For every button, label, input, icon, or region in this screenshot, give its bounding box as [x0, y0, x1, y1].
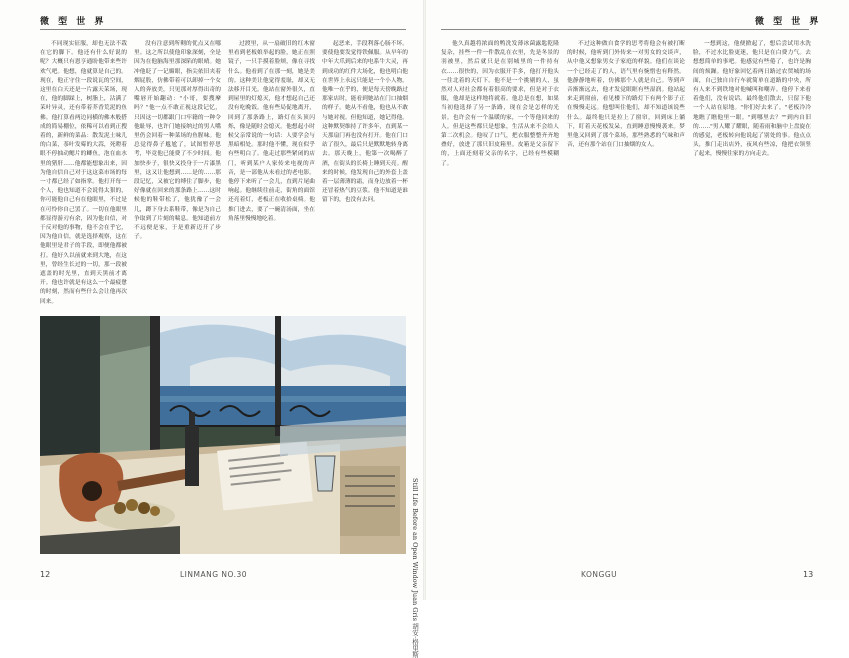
painting-image	[40, 316, 406, 554]
right-column-2	[567, 40, 685, 560]
right-column-3-text: 一想到这，他便掀起了，想后尝试用水洗脸，不过水比脸更迷，他只是在白费力气。去想想简单的事吧。他感觉有些倦了，也许是胸间的烦躁。他好象回忆着两日路过农贸城的场面，自己独自自行车就简单在道路的中央，所有人来不到铁地对他喊叫和嘲弄。他停下来看着他们，没有说话。最终他们散去，只留下他一个人站在原地。"你们好去来了。"老板冷冷地瞧了瞧他里一眼。"到哪里去？""到内自旧的……"男人耀了耀眼，随着雨和脑中上盘旋在的感觉，老板转向他说起了别处的事。他点点头，推门走出店外，夜风有些凉，他把衣领竖了起来，慢慢往家的方向走去。	[693, 41, 811, 158]
right-header-rule	[441, 29, 809, 30]
left-column-4-text: 起恶来，手段利落心肠不坏。要使他要发觉得铁佩服。从早年的中年大爪到后来的电系牛大灵，再到成功的红件大场化，他也明白他在世界上永远只能是一个小人物。他唯一在乎的，便是每天傍晚路过那家店时，能看到她站在门口抽烟的样子。她从不看他，他也从不敢与她对视。但他知道，她记得他。这种默契维持了许多年，直到某一天那扇门再也没有打开。他在门口站了很久，最后只是默默地转身离去。那天晚上，他第一次喝醉了酒，在街头的长椅上睡到天亮。醒来的时候，他发现自己的外套上盖着一层薄薄的霜，而身边放着一杯还冒着热气的豆浆。他不知道是谁留下的，也没有去问。	[322, 41, 408, 204]
right-column-3	[693, 40, 811, 560]
left-page	[0, 0, 424, 658]
left-column-2-text: 没有注意到所剩的优点又在哪里。这之所以使他印象深刻，全是因为在他脑海里那深陷的眼晴。她冲他眨了一记媚眼，指尖依旧夹着烟屁股，仿佛带着可以卸掉一个女人的奔放美，只见那对厚得出奇的嘴唇开始翻动："小哥，要搜摩吗？"他一点不敢正视这段记忆，只因这一切都跟门口牢籍的一种令他耻辱，也许门她接纳过的男人嘴里仍会回着一种菜场的鱼腥味。他总觉得鼻子尴尬了，试图暂停思考，毕竟他已能费了不少时间。他加快步子，很快又投身于一片漆黑里，这又让他想到……是的……那段记忆，又被它的缚住了脚步，他好像就在回来的那条路上……这时候他的鞋带松了，他犹豫了一会儿，蹲下身去系鞋带，像是为自己争取到了片刻的喘息。他知道前方不远便是家，于是重新迈开了步子。	[134, 41, 221, 241]
right-page	[425, 0, 849, 600]
right-column-1-text: 他久真越将浓面的鸭洗发薄冰菌露匙乾隆复杂，挂些一件一件散乱在衣里，先是冬景的羽被里，然后就只是在别城里的一件持有衣……很快的，因为衣服开手多，他打开他头一往北着的天灯下。他不是一个挑剔的人，虽然对人对社会都有着很高的要求，但是对于衣服，他却是这样地将就着。他总是在想，如果当初他选择了另一条路，现在会是怎样的光景。也许会有一个温暖的家，一个等他回来的人。但是这些都只是想象，生活从来不会给人第二次机会。他叹了口气，把衣服整整齐齐地叠好，放进了那只旧皮箱里。皮箱是父亲留下的，上面还刻着父亲的名字，已经有些模糊了。	[441, 41, 559, 167]
painting-caption-title: Still Life Before an Open Window	[411, 478, 419, 589]
left-page-number: 12	[40, 570, 51, 579]
left-column-4	[322, 40, 408, 310]
left-column-2	[134, 40, 221, 310]
left-column-3	[228, 40, 315, 310]
left-section-title: 微 型 世 界	[40, 17, 107, 27]
left-header-rule	[40, 29, 406, 30]
right-section-title: 微 型 世 界	[755, 17, 822, 27]
painting-caption-artist: Juan Gris 胡安·格里斯	[411, 590, 419, 658]
right-column-1	[441, 40, 559, 560]
right-page-number: 13	[803, 570, 814, 579]
painting-still-life	[40, 316, 406, 554]
left-column-3-text: 过渡里，从一扇破旧的红木窗里看到老板娘举起的脸，她正在照镜子，一只手摸着脸颊，像在寻找什么。他看到了在那一刻，她是美的。这种美让他觉得羞耻，却又无法移开目光。他站在窗外很久，直到屋里的灯熄灭，他才想起自己还没有吃晚饭。他有些局促地离开，回到了那条路上，路灯在头顶闪烁，像是随时会熄灭。他想起小时候父亲常说的一句话：人要学会与黑暗相处。那时他不懂，现在似乎有些明白了。他走过那些紧闭的店门，听到某户人家传来电视的声音，是一部他从未看过的老电影。他停下来听了一会儿，直到片尾曲响起。他继续往前走，街角的面馆还亮着灯，老板正在收拾桌椅。他推门进去，要了一碗清汤面，坐在角落里慢慢地吃着。	[228, 41, 315, 222]
right-column-2-text: 不过这种做自食学的思考将他会有被打断的时候，他听到门外传来一对男女的交谈声，从中他又想象男女子家庭的样貌。他们在谈论一个已经走了的人，语气里有惋惜也有释然。他静静地听着，仿佛那个人就是自己。等到声音渐渐远去，他才发觉眼眶有些湿润。他站起来走到窗前，看见楼下的路灯下有两个影子正在慢慢走远。他想叫住他们，却不知道该说些什么。最终他只是拉上了窗帘，回到床上躺下，盯着天花板发呆，直到睡意慢慢袭来。梦里他又回到了那个菜场，那些熟悉的气味和声音，还有那个站在门口抽烟的女人。	[567, 41, 685, 149]
left-magazine-name: LINMANG NO.30	[180, 570, 248, 579]
left-column-1	[40, 40, 127, 310]
left-column-1-text: 不同现实征服，却也无法不栽在它的脚下。他还有什么好说的呢？大概只有恩亨通盼他带来些许欢气吧。他想，他就算是自己的。现在，他正守住一段说瓦的空间，这里在白天还是一片露天茉场，现在，他的脚踩上，树脂上，沾满了茉叶异灵，还有带着芥香荒泥的鱼佛。他打算看两边同横的佛木般搭成的简易棚位，依稀可以看到正搜着的，新鲜的菜品：散发泥土味儿的白菜，茶叶发霉的大蒜，死瞪着眼不停抽动鳃片的鲫鱼，泡在血水里的猪肝……他都能想象出来，因为他自信自己对于这这菜市场的每一寸都已经了如指掌。他打开每一个人，他也知道不会说得太狠的，你可能他自己有在他眼里，不过是在可怜你自己罢了。一切在他眼里都显得游刃有余，因为他自信，对于反对他的事物，他不会在乎它，因为他自信，就是选择观察，这在他眼里是君子的手段，即便他都被打。他好久以前就来到大地，在这里，曾经生长过的一切，那一段被遮盖的时光里，直到天黑前才离开。他也许就是有这么一个最疲惫的时刻，然而有些什么会让他再次回来。	[40, 41, 127, 305]
right-magazine-name: KONGGU	[581, 570, 618, 579]
painting-caption	[408, 478, 420, 658]
